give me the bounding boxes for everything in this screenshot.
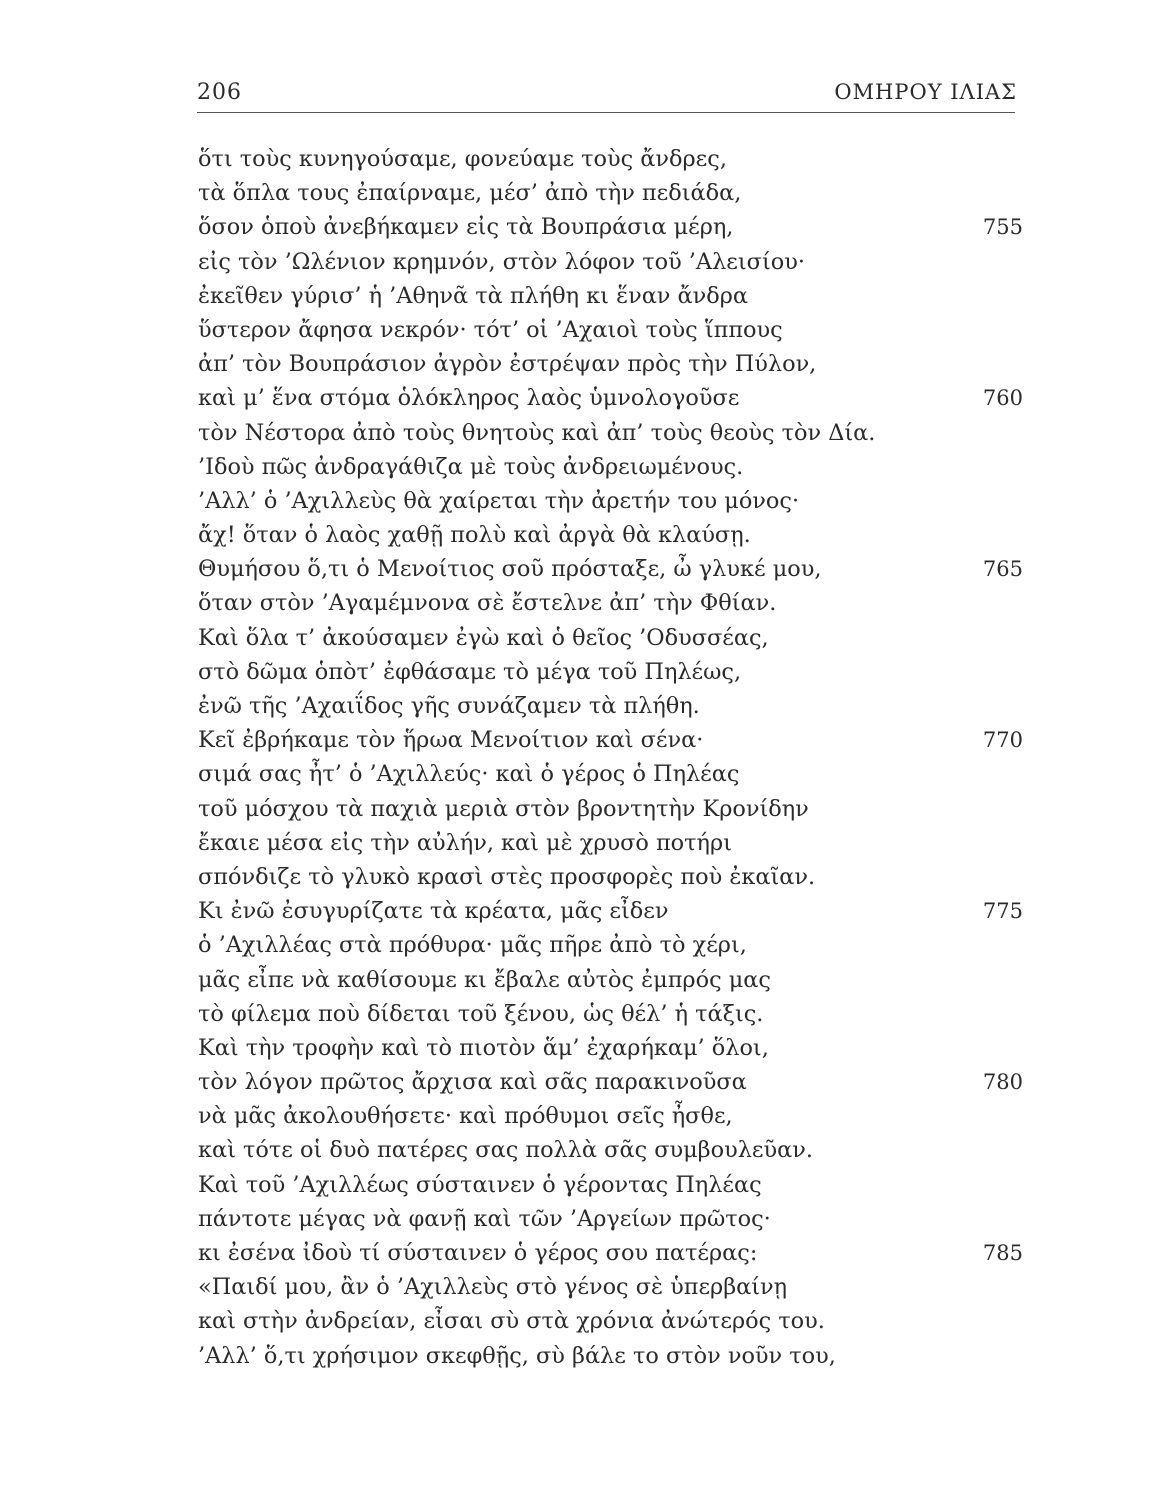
verse-line: [198, 621, 1023, 655]
verse-text: ἐκεῖθεν γύρισ’ ἡ ’Αθηνᾶ τὰ πλήθη κι ἕναν ἄνδρα: [198, 282, 749, 309]
verse-line: [198, 1304, 1023, 1338]
verse-line: [198, 1099, 1023, 1133]
verse-line: [198, 347, 1023, 381]
verse-text: Κεῖ ἐβρήκαμε τὸν ἥρωα Μενοίτιον καὶ σένα·: [198, 727, 704, 754]
verse-line: [198, 313, 1023, 347]
verse-text: καὶ στὴν ἀνδρείαν, εἶσαι σὺ στὰ χρόνια ἀνώτερός του.: [198, 1308, 825, 1335]
verse-text: κι ἐσένα ἰδοὺ τί σύσταινεν ὁ γέρος σου πατέρας:: [198, 1240, 758, 1266]
verse-text: ’Αλλ’ ὅ,τι χρήσιμον σκεφθῇς, σὺ βάλε το στὸν νοῦν του,: [198, 1342, 836, 1369]
verse-text: Καὶ τὴν τροφὴν καὶ τὸ πιοτὸν ἅμ’ ἐχαρήκαμ’ ὅλοι,: [198, 1034, 769, 1061]
verse-line: [198, 860, 1023, 894]
verse-line: [198, 1133, 1023, 1167]
verse-line: [198, 552, 1023, 586]
verse-text: ὅταν στὸν ’Αγαμέμνονα σὲ ἔστελνε ἀπ’ τὴν Φθίαν.: [198, 590, 777, 617]
verse-text: σιμά σας ἦτ’ ὁ ’Αχιλλεύς· καὶ ὁ γέρος ὁ Πηλέας: [198, 761, 740, 788]
verse-text: Θυμήσου ὅ,τι ὁ Μενοίτιος σοῦ πρόσταξε, ὦ γλυκέ μου,: [198, 556, 822, 583]
verse-text: ὅσον ὁποὺ ἀνεβήκαμεν εἰς τὰ Βουπράσια μέρη,: [198, 214, 734, 241]
verse-text: καὶ μ’ ἕνα στόμα ὁλόκληρος λαὸς ὑμνολογοῦσε: [198, 385, 740, 412]
verse-line: [198, 1270, 1023, 1304]
verse-text: ’Αλλ’ ὁ ’Αχιλλεὺς θὰ χαίρεται τὴν ἀρετήν του μόνος·: [198, 487, 800, 514]
verse-line: [198, 757, 1023, 791]
verse-line: [198, 1031, 1023, 1065]
verse-text: τὰ ὅπλα τους ἐπαίρναμε, μέσ’ ἀπὸ τὴν πεδιάδα,: [198, 180, 742, 207]
verse-text: Κι ἐνῶ ἐσυγυρίζατε τὰ κρέατα, μᾶς εἶδεν: [198, 898, 669, 925]
verse-line: [198, 416, 1023, 450]
verse-text: καὶ τότε οἱ δυὸ πατέρες σας πολλὰ σᾶς συμβουλεῦαν.: [198, 1137, 813, 1164]
verse-text: ὕστερον ἄφησα νεκρόν· τότ’ οἱ ’Αχαιοὶ τοὺς ἵππους: [198, 316, 783, 343]
verse-text: ἀπ’ τὸν Βουπράσιον ἀγρὸν ἐστρέψαν πρὸς τὴν Πύλον,: [198, 351, 817, 378]
line-number: 760: [982, 386, 1023, 411]
verse-line: [198, 928, 1023, 962]
verse-text: σπόνδιζε τὸ γλυκὸ κρασὶ στὲς προσφορὲς ποὺ ἐκαῖαν.: [198, 863, 816, 890]
verse-line: [198, 655, 1023, 689]
verse-line: [198, 586, 1023, 620]
verse-line: [198, 826, 1023, 860]
page-header: [197, 72, 1017, 112]
verse-text: τοῦ μόσχου τὰ παχιὰ μεριὰ στὸν βροντητὴν Κρονίδην: [198, 795, 809, 822]
line-number: 755: [982, 215, 1023, 240]
verse-line: [198, 792, 1023, 826]
verse-text: «Παιδί μου, ἂν ὁ ’Αχιλλεὺς στὸ γένος σὲ ὑπερβαίνῃ: [198, 1274, 788, 1301]
verse-line: [198, 176, 1023, 210]
verse-list: [198, 142, 1023, 1373]
verse-text: μᾶς εἶπε νὰ καθίσουμε κι ἔβαλε αὐτὸς ἐμπρός μας: [198, 966, 771, 993]
verse-line: [198, 997, 1023, 1031]
verse-text: ἔκαιε μέσα εἰς τὴν αὐλήν, καὶ μὲ χρυσὸ ποτήρι: [198, 829, 732, 856]
verse-line: [198, 1202, 1023, 1236]
verse-line: [198, 518, 1023, 552]
verse-text: εἰς τὸν ’Ωλένιον κρημνόν, στὸν λόφον τοῦ ’Αλεισίου·: [198, 248, 805, 275]
line-number: 780: [982, 1070, 1023, 1095]
line-number: 770: [982, 728, 1023, 753]
verse-line: [198, 450, 1023, 484]
verse-text: πάντοτε μέγας νὰ φανῇ καὶ τῶν ’Αργείων πρῶτος·: [198, 1205, 771, 1232]
running-title: ΟΜΗΡΟΥ ΙΛΙΑΣ: [834, 80, 1017, 104]
verse-line: [198, 689, 1023, 723]
line-number: 785: [982, 1241, 1023, 1265]
verse-line: [198, 279, 1023, 313]
line-number: 775: [982, 899, 1023, 924]
verse-line: [198, 894, 1023, 928]
verse-text: νὰ μᾶς ἀκολουθήσετε· καὶ πρόθυμοι σεῖς ἦσθε,: [198, 1103, 733, 1130]
verse-line: [198, 1065, 1023, 1099]
page-number: 206: [197, 80, 242, 105]
verse-line: [198, 1339, 1023, 1373]
verse-line: [198, 245, 1023, 279]
verse-line: [198, 210, 1023, 244]
verse-text: τὸ φίλεμα ποὺ δίδεται τοῦ ξένου, ὡς θέλ’ ἡ τάξις.: [198, 1000, 764, 1027]
header-rule: [197, 112, 1015, 113]
verse-text: Καὶ τοῦ ’Αχιλλέως σύσταινεν ὁ γέροντας Πηλέας: [198, 1171, 762, 1198]
verse-text: στὸ δῶμα ὁπὸτ’ ἐφθάσαμε τὸ μέγα τοῦ Πηλέως,: [198, 658, 742, 685]
verse-line: [198, 723, 1023, 757]
verse-text: ἐνῶ τῆς ’Αχαιΐδος γῆς συνάζαμεν τὰ πλήθη.: [198, 693, 700, 719]
verse-line: [198, 484, 1023, 518]
verse-text: ἄχ! ὅταν ὁ λαὸς χαθῇ πολὺ καὶ ἀργὰ θὰ κλαύσῃ.: [198, 522, 751, 549]
verse-line: [198, 963, 1023, 997]
line-number: 765: [982, 557, 1023, 582]
verse-line: [198, 1168, 1023, 1202]
verse-line: [198, 142, 1023, 176]
verse-text: ὁ ’Αχιλλέας στὰ πρόθυρα· μᾶς πῆρε ἀπὸ τὸ χέρι,: [198, 932, 747, 959]
verse-text: Καὶ ὅλα τ’ ἀκούσαμεν ἐγὼ καὶ ὁ θεῖος ’Οδυσσέας,: [198, 624, 769, 651]
verse-text: τὸν λόγον πρῶτος ἄρχισα καὶ σᾶς παρακινοῦσα: [198, 1069, 747, 1096]
verse-text: τὸν Νέστορα ἀπὸ τοὺς θνητοὺς καὶ ἀπ’ τοὺς θεοὺς τὸν Δία.: [198, 419, 876, 446]
verse-line: [198, 381, 1023, 415]
verse-text: ὅτι τοὺς κυνηγούσαμε, φονεύαμε τοὺς ἄνδρες,: [198, 146, 727, 172]
verse-line: [198, 1236, 1023, 1270]
verse-text: ’Ιδοὺ πῶς ἀνδραγάθιζα μὲ τοὺς ἀνδρειωμένους.: [198, 453, 744, 480]
